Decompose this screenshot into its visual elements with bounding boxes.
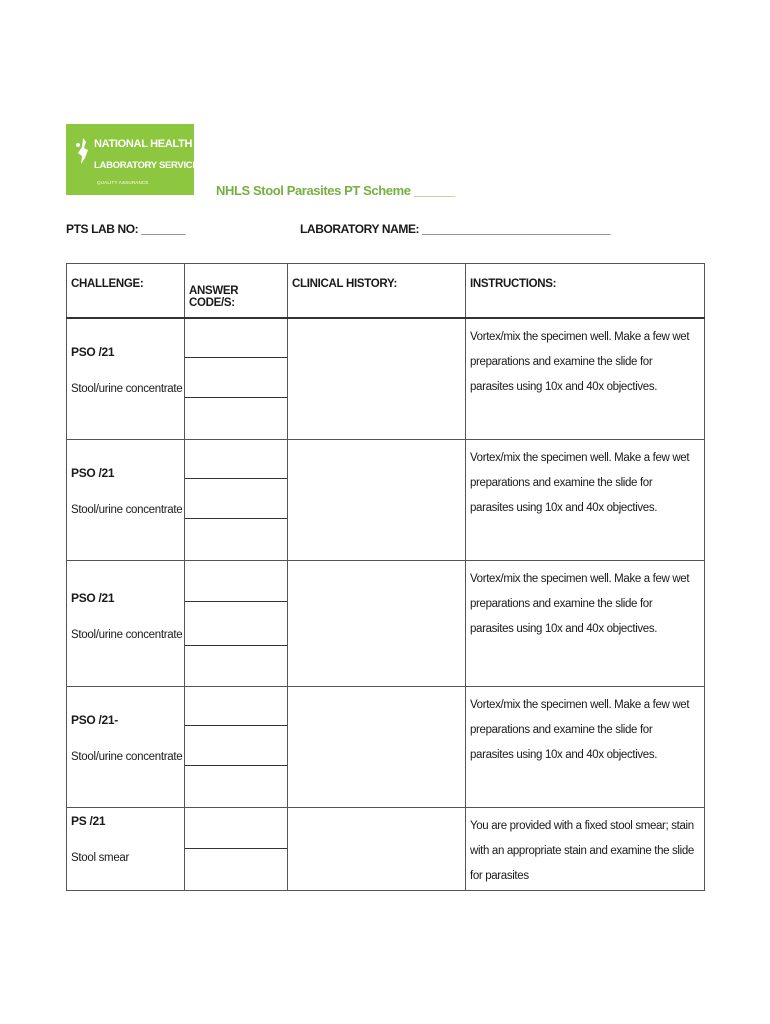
- answer-line[interactable]: [185, 518, 287, 519]
- instructions-text: Vortex/mix the specimen well. Make a few wet preparations and examine the slide for parasites using 10x and 40x objectives.: [470, 573, 690, 635]
- logo-line-2: LABORATORY SERVICE: [94, 160, 199, 171]
- answer-line[interactable]: [185, 478, 287, 479]
- header-instructions: INSTRUCTIONS:: [470, 278, 557, 290]
- answer-line[interactable]: [185, 601, 287, 602]
- clinical-history-cell[interactable]: [288, 319, 465, 439]
- logo-line-3: QUALITY ASSURANCE: [97, 180, 149, 185]
- answer-line[interactable]: [185, 765, 287, 766]
- lab-name-field[interactable]: LABORATORY NAME: ______________________________: [300, 222, 611, 236]
- specimen-type: Stool/urine concentrate: [71, 751, 183, 763]
- challenge-code: PS /21: [71, 814, 106, 828]
- answer-code-cell[interactable]: [185, 319, 287, 439]
- challenge-table: [66, 263, 705, 891]
- answer-code-cell[interactable]: [185, 440, 287, 560]
- table-header-row: [67, 264, 705, 319]
- answer-line[interactable]: [185, 725, 287, 726]
- clinical-history-cell[interactable]: [288, 687, 465, 807]
- answer-line[interactable]: [185, 645, 287, 646]
- table-row: [67, 687, 705, 808]
- challenge-code: PSO /21: [71, 466, 115, 480]
- answer-code-cell[interactable]: [185, 561, 287, 686]
- table-row: [67, 318, 705, 440]
- answer-line[interactable]: [185, 848, 287, 849]
- table-row: [67, 440, 705, 561]
- clinical-history-cell[interactable]: [288, 561, 465, 686]
- answer-line[interactable]: [185, 357, 287, 358]
- clinical-history-cell[interactable]: [288, 808, 465, 890]
- header-answer-codes: ANSWER CODE/S:: [189, 285, 239, 309]
- instructions-text: Vortex/mix the specimen well. Make a few wet preparations and examine the slide for parasites using 10x and 40x objectives.: [470, 452, 690, 514]
- clinical-history-cell[interactable]: [288, 440, 465, 560]
- page-title: NHLS Stool Parasites PT Scheme ______: [216, 183, 455, 198]
- specimen-type: Stool smear: [71, 852, 130, 864]
- challenge-code: PSO /21-: [71, 713, 118, 727]
- specimen-type: Stool/urine concentrate: [71, 504, 183, 516]
- specimen-type: Stool/urine concentrate: [71, 383, 183, 395]
- header-clinical-history: CLINICAL HISTORY:: [292, 278, 398, 290]
- nhls-emblem-icon: [74, 136, 92, 166]
- header-challenge: CHALLENGE:: [71, 278, 144, 290]
- instructions-text: Vortex/mix the specimen well. Make a few wet preparations and examine the slide for parasites using 10x and 40x objectives.: [470, 699, 690, 761]
- table-row: [67, 561, 705, 687]
- answer-code-cell[interactable]: [185, 808, 287, 890]
- instructions-text: Vortex/mix the specimen well. Make a few wet preparations and examine the slide for parasites using 10x and 40x objectives.: [470, 331, 690, 393]
- challenge-code: PSO /21: [71, 591, 115, 605]
- answer-line[interactable]: [185, 397, 287, 398]
- nhls-logo: [66, 124, 199, 195]
- logo-line-1: NATIONAL HEALTH: [94, 138, 193, 150]
- challenge-code: PSO /21: [71, 345, 115, 359]
- instructions-text: You are provided with a fixed stool smear; stain with an appropriate stain and examine the slide for parasites: [470, 820, 694, 882]
- lab-no-field[interactable]: PTS LAB NO: _______: [66, 222, 186, 236]
- answer-code-cell[interactable]: [185, 687, 287, 807]
- specimen-type: Stool/urine concentrate: [71, 629, 183, 641]
- table-row: [67, 808, 705, 891]
